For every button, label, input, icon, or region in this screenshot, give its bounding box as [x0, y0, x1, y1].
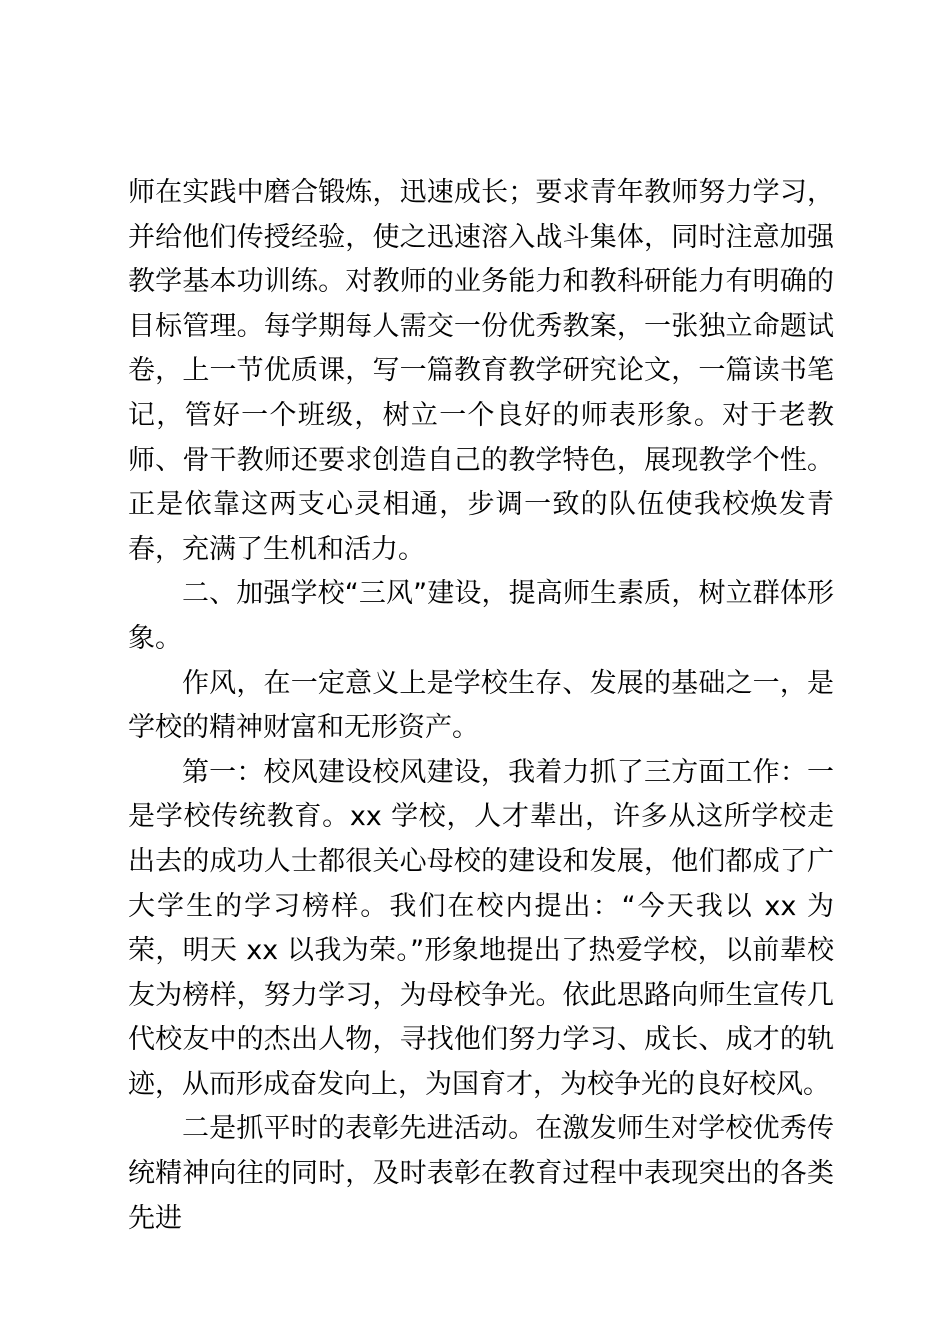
paragraph-4: 第一：校风建设校风建设，我着力抓了三方面工作：一是学校传统教育。xx 学校，人才辈出，许多从这所学校走出去的成功人士都很关心母校的建设和发展，他们都成了广大学生的学习榜样。我们在校内提出：“今天我以 xx 为荣，明天 xx 以我为荣。”形象地提出了热爱学校，以前辈校友为榜样，努力学习，为母校争光。依此思路向师生宣传几代校友中的杰出人物，寻找他们努力学习、成长、成才的轨迹，从而形成奋发向上，为国育才，为校争光的良好校风。: [128, 756, 834, 1100]
paragraph-1: 师在实践中磨合锻炼，迅速成长；要求青年教师努力学习，并给他们传授经验，使之迅速溶入战斗集体，同时注意加强教学基本功训练。对教师的业务能力和教科研能力有明确的目标管理。每学期每人需交一份优秀教案，一张独立命题试卷，上一节优质课，写一篇教育教学研究论文，一篇读书笔记，管好一个班级，树立一个良好的师表形象。对于老教师、骨干教师还要求创造自己的教学特色，展现教学个性。正是依靠这两支心灵相通，步调一致的队伍使我校焕发青春，充满了生机和活力。: [128, 177, 834, 565]
paragraph-3: 作风，在一定意义上是学校生存、发展的基础之一，是学校的精神财富和无形资产。: [128, 667, 834, 744]
paragraph-5: 二是抓平时的表彰先进活动。在激发师生对学校优秀传统精神向往的同时，及时表彰在教育过程中表现突出的各类先进: [128, 1113, 834, 1234]
document-body: [128, 171, 834, 1241]
paragraph-2-section-heading: 二、加强学校“三风”建设，提高师生素质，树立群体形象。: [128, 578, 834, 654]
